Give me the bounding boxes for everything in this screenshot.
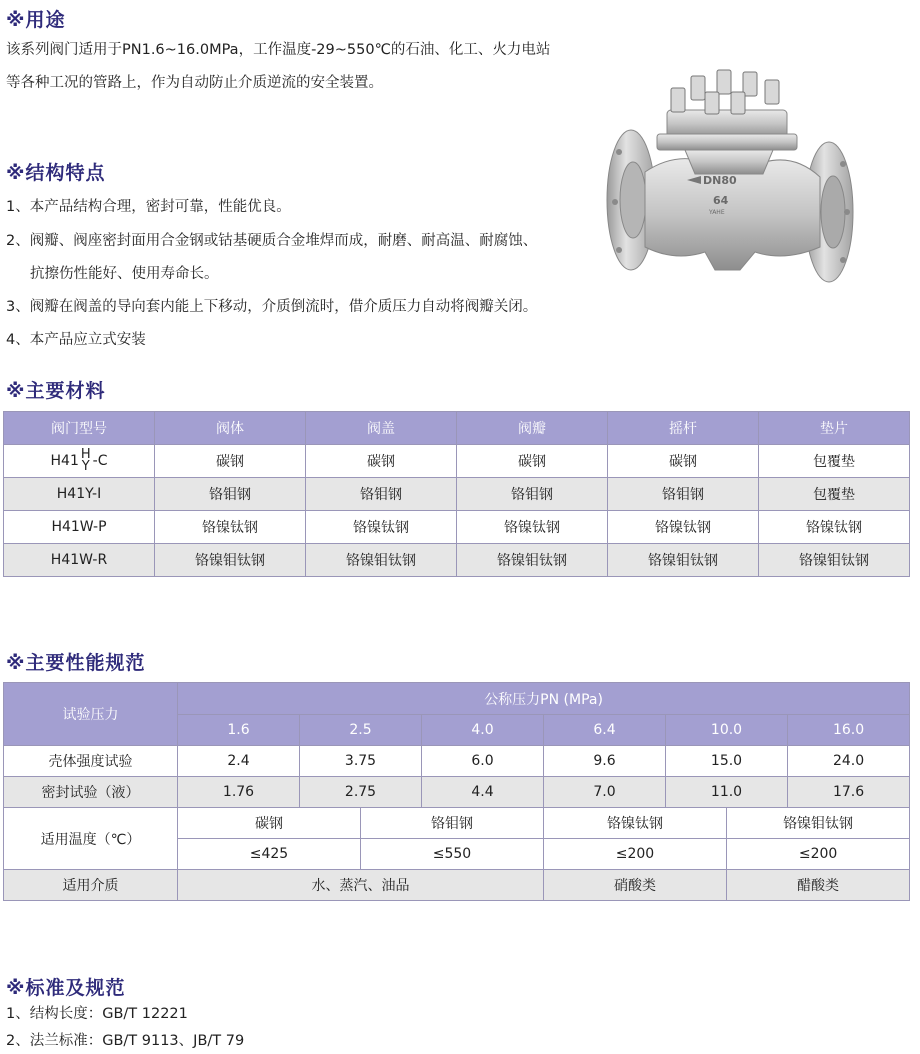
model-cell: H41Y-I [4,478,155,511]
material-cell: 包覆垫 [759,478,910,511]
materials-header-gasket: 垫片 [759,412,910,445]
valve-cast-text-1: DN80 [703,174,737,187]
valve-cast-text-2: 64 [713,194,729,207]
table-row [4,478,910,511]
table-row [4,746,910,777]
shell-value: 3.75 [300,746,422,777]
medium-value: 硝酸类 [544,870,727,901]
materials-header-body: 阀体 [155,412,306,445]
usage-line-2: 等各种工况的管路上，作为自动防止介质逆流的安全装置。 [6,75,383,91]
model-prefix: H41 [50,453,79,469]
medium-value: 水、蒸汽、油品 [178,870,544,901]
material-cell: 铬钼钢 [457,478,608,511]
table-row [4,808,910,839]
table-row [4,870,910,901]
section-title-performance: ※主要性能规范 [6,652,146,674]
material-cell: 碳钢 [608,445,759,478]
performance-header-row [4,683,910,715]
model-material-stack [81,449,91,473]
temp-value: ≤425 [178,839,361,870]
material-cell: 铬镍钛钢 [759,511,910,544]
features-line-1: 1、本产品结构合理，密封可靠，性能优良。 [6,199,291,215]
materials-header-bonnet: 阀盖 [306,412,457,445]
material-cell: 铬镍钛钢 [608,511,759,544]
temp-material: 铬镍钼钛钢 [727,808,910,839]
table-row [4,511,910,544]
medium-value: 醋酸类 [727,870,910,901]
nominal-pressure-label: 公称压力PN (MPa) [178,683,910,715]
material-cell: 铬镍钼钛钢 [306,544,457,577]
material-cell: 铬钼钢 [306,478,457,511]
temp-material: 铬钼钢 [361,808,544,839]
material-cell: 铬镍钛钢 [457,511,608,544]
seal-value: 1.76 [178,777,300,808]
performance-table [3,682,910,901]
table-row [4,777,910,808]
features-line-5: 4、本产品应立式安装 [6,332,146,348]
temp-value: ≤550 [361,839,544,870]
material-cell: 碳钢 [155,445,306,478]
temperature-label: 适用温度（℃） [4,808,178,870]
seal-value: 17.6 [788,777,910,808]
medium-label: 适用介质 [4,870,178,901]
valve-cast-text-3: YAHE [709,209,725,216]
materials-header-model: 阀门型号 [4,412,155,445]
table-row [4,544,910,577]
material-cell: 铬镍钼钛钢 [457,544,608,577]
materials-header-rocker: 摇杆 [608,412,759,445]
table-row [4,445,910,478]
shell-value: 9.6 [544,746,666,777]
features-line-3: 抗擦伤性能好、使用寿命长。 [30,266,219,282]
standards-line-2: 2、法兰标准：GB/T 9113、JB/T 79 [6,1033,245,1049]
pn-value: 2.5 [300,715,422,746]
material-cell: 碳钢 [306,445,457,478]
shell-value: 2.4 [178,746,300,777]
temp-material: 碳钢 [178,808,361,839]
section-title-features: ※结构特点 [6,162,106,184]
material-cell: 铬钼钢 [155,478,306,511]
material-cell: 铬钼钢 [608,478,759,511]
material-cell: 铬镍钼钛钢 [155,544,306,577]
section-title-usage: ※用途 [6,9,66,31]
shell-value: 6.0 [422,746,544,777]
section-title-standards: ※标准及规范 [6,977,126,999]
seal-value: 7.0 [544,777,666,808]
check-valve-illustration [605,62,857,288]
material-cell: 碳钢 [457,445,608,478]
model-top: H [80,447,91,462]
pn-value: 4.0 [422,715,544,746]
usage-line-1: 该系列阀门适用于PN1.6~16.0MPa，工作温度-29~550℃的石油、化工、火力电站 [6,42,551,58]
shell-value: 15.0 [666,746,788,777]
seal-value: 4.4 [422,777,544,808]
features-line-2: 2、阀瓣、阀座密封面用合金钢或钴基硬质合金堆焊而成，耐磨、耐高温、耐腐蚀、 [6,233,538,249]
model-cell [4,445,155,478]
pn-value: 1.6 [178,715,300,746]
material-cell: 包覆垫 [759,445,910,478]
seal-value: 2.75 [300,777,422,808]
seal-test-label: 密封试验（液） [4,777,178,808]
shell-test-label: 壳体强度试验 [4,746,178,777]
materials-header-disc: 阀瓣 [457,412,608,445]
features-line-4: 3、阀瓣在阀盖的导向套内能上下移动，介质倒流时，借介质压力自动将阀瓣关闭。 [6,299,538,315]
test-pressure-label: 试验压力 [4,683,178,746]
temp-value: ≤200 [544,839,727,870]
material-cell: 铬镍钼钛钢 [759,544,910,577]
model-cell: H41W-P [4,511,155,544]
pn-value: 6.4 [544,715,666,746]
temp-value: ≤200 [727,839,910,870]
standards-line-1: 1、结构长度：GB/T 12221 [6,1006,188,1022]
materials-table [3,411,910,577]
model-cell: H41W-R [4,544,155,577]
model-suffix: -C [92,453,108,469]
pn-value: 10.0 [666,715,788,746]
materials-header-row [4,412,910,445]
pn-value: 16.0 [788,715,910,746]
model-bottom: Y [81,459,90,474]
seal-value: 11.0 [666,777,788,808]
temp-material: 铬镍钛钢 [544,808,727,839]
material-cell: 铬镍钛钢 [155,511,306,544]
material-cell: 铬镍钼钛钢 [608,544,759,577]
material-cell: 铬镍钛钢 [306,511,457,544]
section-title-materials: ※主要材料 [6,380,106,402]
shell-value: 24.0 [788,746,910,777]
